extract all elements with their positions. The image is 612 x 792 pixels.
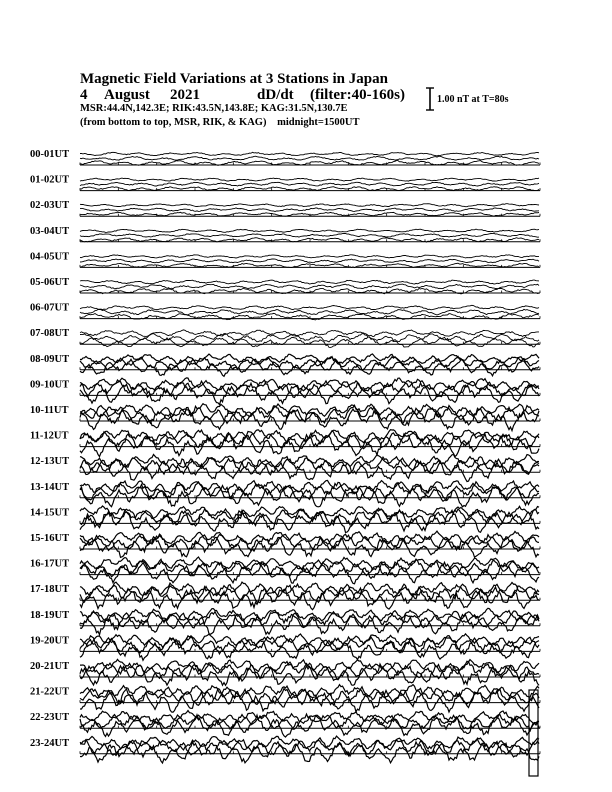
trace-kag bbox=[80, 178, 539, 181]
hour-row bbox=[80, 659, 540, 685]
trace-rik bbox=[80, 208, 539, 212]
trace-msr bbox=[80, 562, 539, 584]
hour-row bbox=[80, 204, 540, 217]
trace-kag bbox=[80, 280, 539, 284]
trace-kag bbox=[80, 557, 539, 570]
hour-label: 09-10UT bbox=[30, 379, 70, 391]
trace-kag bbox=[80, 711, 539, 724]
trace-kag bbox=[80, 305, 539, 310]
scale-label: 1.00 nT at T=80s bbox=[437, 94, 509, 105]
hour-label: 13-14UT bbox=[30, 481, 70, 493]
hour-label: 21-22UT bbox=[30, 686, 70, 698]
trace-rik bbox=[80, 233, 539, 237]
hour-row bbox=[80, 152, 540, 165]
hour-label: 17-18UT bbox=[30, 584, 70, 596]
hour-label: 05-06UT bbox=[30, 277, 70, 288]
trace-kag bbox=[80, 354, 539, 364]
hour-label: 07-08UT bbox=[30, 328, 70, 340]
hour-row bbox=[80, 378, 540, 405]
hour-label: 22-23UT bbox=[30, 712, 70, 724]
hour-label: 20-21UT bbox=[30, 661, 70, 672]
hour-label: 23-24UT bbox=[30, 737, 70, 749]
trace-msr bbox=[80, 212, 539, 216]
hour-row bbox=[80, 354, 540, 376]
date-year: 2021 bbox=[170, 87, 200, 103]
hour-row bbox=[80, 229, 540, 242]
hour-label: 01-02UT bbox=[30, 174, 70, 186]
chart-title: Magnetic Field Variations at 3 Stations in Japan bbox=[80, 71, 388, 87]
hour-label: 02-03UT bbox=[30, 200, 70, 212]
hour-row bbox=[80, 255, 540, 268]
trace-rik bbox=[80, 156, 539, 160]
hour-label: 18-19UT bbox=[30, 609, 70, 621]
scale-bar bbox=[426, 88, 434, 110]
hour-row bbox=[80, 557, 540, 584]
trace-msr bbox=[80, 382, 539, 404]
trace-msr bbox=[80, 187, 539, 191]
hour-row bbox=[80, 455, 540, 482]
trace-msr bbox=[80, 337, 539, 348]
trace-msr bbox=[80, 689, 539, 713]
trace-msr bbox=[80, 510, 539, 532]
hour-row bbox=[80, 608, 540, 634]
date-day: 4 bbox=[80, 87, 88, 103]
hour-label: 04-05UT bbox=[30, 251, 70, 263]
hour-label: 06-07UT bbox=[30, 302, 70, 314]
hour-label: 00-01UT bbox=[30, 149, 70, 160]
order-note: (from bottom to top, MSR, RIK, & KAG) bbox=[80, 117, 267, 128]
midnight-note: midnight=1500UT bbox=[277, 117, 360, 128]
hour-label: 08-09UT bbox=[30, 353, 70, 365]
hour-label: 11-12UT bbox=[30, 430, 69, 442]
trace-msr bbox=[80, 459, 539, 482]
hour-label: 19-20UT bbox=[30, 635, 70, 647]
hour-row bbox=[80, 711, 540, 738]
hour-row bbox=[80, 685, 540, 713]
trace-msr bbox=[80, 359, 539, 376]
trace-rik bbox=[80, 309, 539, 315]
date-month: August bbox=[104, 87, 150, 103]
stations-line: MSR:44.4N,142.3E; RIK:43.5N,143.8E; KAG:31.5N,130.7E bbox=[80, 103, 348, 114]
trace-kag bbox=[80, 204, 539, 207]
hour-row bbox=[80, 480, 540, 506]
hour-row bbox=[80, 178, 540, 191]
hour-label: 12-13UT bbox=[30, 456, 70, 468]
hour-label: 15-16UT bbox=[30, 533, 70, 544]
trace-rik bbox=[80, 259, 539, 263]
hour-row bbox=[80, 736, 540, 763]
hour-row bbox=[80, 531, 540, 557]
hour-row bbox=[80, 506, 540, 532]
trace-kag bbox=[80, 255, 539, 258]
hour-row bbox=[80, 634, 540, 661]
filter-label: (filter:40-160s) bbox=[310, 87, 405, 103]
hour-row bbox=[80, 404, 540, 431]
hour-row bbox=[80, 430, 540, 457]
trace-kag bbox=[80, 152, 539, 156]
trace-kag bbox=[80, 229, 539, 232]
hour-label: 14-15UT bbox=[30, 507, 70, 519]
hour-row bbox=[80, 280, 540, 294]
trace-rik bbox=[80, 182, 539, 186]
hour-row bbox=[80, 330, 540, 348]
hour-label: 03-04UT bbox=[30, 225, 70, 237]
trace-kag bbox=[80, 736, 539, 750]
trace-rik bbox=[80, 284, 539, 289]
hour-label: 16-17UT bbox=[30, 558, 70, 570]
hour-row bbox=[80, 582, 540, 610]
hour-row bbox=[80, 305, 540, 320]
hour-label: 10-11UT bbox=[30, 405, 69, 416]
quantity-label: dD/dt bbox=[257, 87, 294, 103]
trace-kag bbox=[80, 330, 539, 337]
